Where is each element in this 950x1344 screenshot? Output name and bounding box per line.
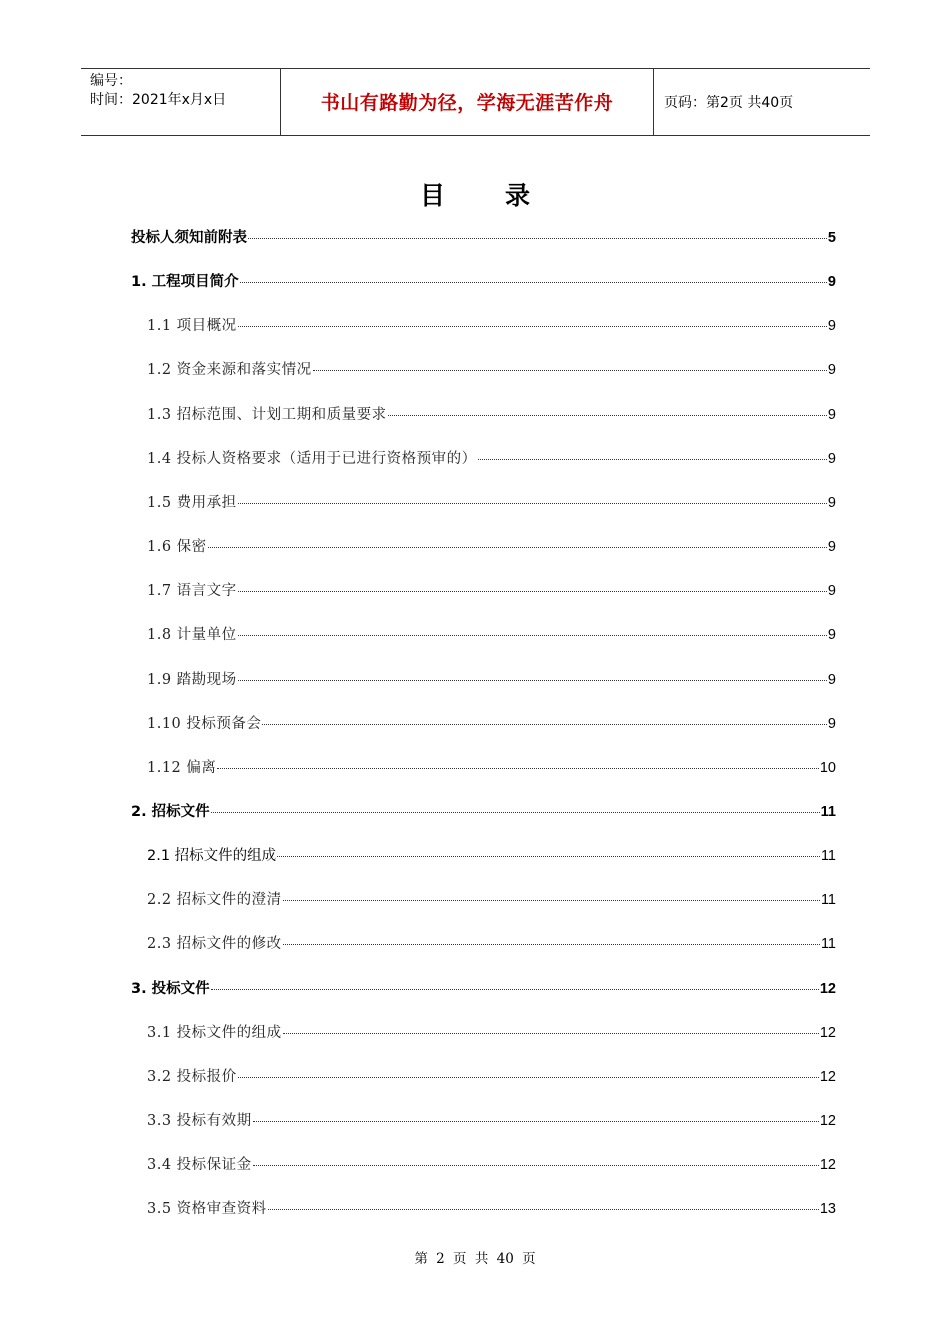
toc-entry-page: 9	[827, 407, 836, 423]
toc-entry-label: 3.5 资格审查资料	[147, 1201, 267, 1217]
leader-dots	[238, 503, 827, 504]
toc-entry[interactable]	[147, 845, 836, 867]
toc-entry[interactable]	[147, 933, 836, 955]
toc-entry-page: 9	[827, 539, 836, 555]
toc-entry-label: 1.5 费用承担	[147, 495, 237, 511]
toc-entry-label: 1.7 语言文字	[147, 583, 237, 599]
toc-entry[interactable]	[147, 1110, 836, 1132]
toc-entry-label: 1.3 招标范围、计划工期和质量要求	[147, 407, 387, 423]
header-motto: 书山有路勤为径，学海无涯苦作舟	[281, 69, 654, 135]
toc-entry[interactable]	[147, 580, 836, 602]
toc-entry-label: 3.3 投标有效期	[147, 1113, 252, 1129]
leader-dots	[238, 326, 827, 327]
leader-dots	[240, 282, 827, 283]
toc-entry[interactable]	[147, 713, 836, 735]
toc-entry-label: 1. 工程项目简介	[131, 274, 239, 290]
leader-dots	[238, 591, 827, 592]
toc-entry-label: 2. 招标文件	[131, 804, 210, 820]
toc-entry-page: 13	[819, 1201, 836, 1217]
leader-dots	[248, 238, 827, 239]
toc-entry[interactable]	[131, 978, 836, 1000]
leader-dots	[253, 1165, 819, 1166]
toc-entry-label: 1.2 资金来源和落实情况	[147, 362, 312, 378]
leader-dots	[283, 900, 820, 901]
toc-entry-page: 9	[827, 716, 836, 732]
leader-dots	[283, 1033, 819, 1034]
leader-dots	[262, 724, 827, 725]
header-meta	[81, 69, 281, 135]
toc-entry-page: 12	[819, 1157, 836, 1173]
toc-entry-page: 11	[820, 936, 836, 952]
page-footer: 第 2 页 共 40 页	[414, 1251, 536, 1267]
toc-entry[interactable]	[147, 359, 836, 381]
toc-entry-label: 2.2 招标文件的澄清	[147, 892, 282, 908]
toc-entry[interactable]	[147, 1198, 836, 1220]
toc-entry[interactable]	[147, 536, 836, 558]
leader-dots	[253, 1121, 819, 1122]
toc-entry-page: 12	[819, 1025, 836, 1041]
toc-entry[interactable]	[131, 271, 836, 293]
toc-entry[interactable]	[131, 801, 836, 823]
leader-dots	[238, 1077, 819, 1078]
toc-entry[interactable]	[147, 624, 836, 646]
toc-entry-label: 1.1 项目概况	[147, 318, 237, 334]
toc-entry-page: 5	[827, 230, 836, 246]
document-header	[81, 68, 870, 136]
toc-entry-label: 1.4 投标人资格要求（适用于已进行资格预审的）	[147, 451, 477, 467]
toc-entry-page: 12	[819, 1113, 836, 1129]
leader-dots	[211, 989, 819, 990]
toc-entry-label: 1.12 偏离	[147, 760, 217, 776]
toc-entry-label: 3.4 投标保证金	[147, 1157, 252, 1173]
leader-dots	[277, 856, 820, 857]
toc-title-char-2: 录	[505, 181, 531, 210]
toc-entry-page: 12	[819, 1069, 836, 1085]
toc-entry-label: 3. 投标文件	[131, 981, 210, 997]
toc-entry-page: 10	[819, 760, 836, 776]
toc-entry-page: 9	[827, 495, 836, 511]
toc-entry[interactable]	[147, 315, 836, 337]
toc-entry-page: 9	[827, 362, 836, 378]
toc-entry-label: 2.1 招标文件的组成	[147, 848, 277, 864]
toc-title-char-1: 目	[419, 181, 445, 210]
toc-entry[interactable]	[147, 669, 836, 691]
leader-dots	[478, 459, 827, 460]
toc-entry[interactable]	[131, 227, 836, 249]
toc-entry-label: 1.8 计量单位	[147, 627, 237, 643]
leader-dots	[211, 812, 820, 813]
toc-entry[interactable]	[147, 448, 836, 470]
toc-entry-page: 9	[827, 274, 836, 290]
toc-entry[interactable]	[147, 404, 836, 426]
toc-entry-page: 9	[827, 451, 836, 467]
toc-entry-label: 1.9 踏勘现场	[147, 672, 237, 688]
toc-entry[interactable]	[147, 1066, 836, 1088]
toc-entry-page: 12	[819, 981, 836, 997]
number-label: 编号：	[90, 73, 132, 89]
toc-entry-label: 3.1 投标文件的组成	[147, 1025, 282, 1041]
toc-entry-label: 2.3 招标文件的修改	[147, 936, 282, 952]
toc-entry-page: 9	[827, 672, 836, 688]
leader-dots	[238, 635, 827, 636]
toc-entry[interactable]	[147, 492, 836, 514]
leader-dots	[217, 768, 818, 769]
toc-entry[interactable]	[147, 1022, 836, 1044]
toc-entry-page: 11	[820, 892, 836, 908]
leader-dots	[238, 680, 827, 681]
toc-title	[0, 176, 950, 212]
toc-entry-page: 9	[827, 627, 836, 643]
toc-entry[interactable]	[147, 1154, 836, 1176]
toc-entry-page: 11	[820, 804, 836, 820]
leader-dots	[388, 415, 827, 416]
leader-dots	[283, 944, 820, 945]
leader-dots	[313, 370, 827, 371]
toc-entry-page: 9	[827, 583, 836, 599]
header-page-info: 页码：第2页 共40页	[664, 95, 794, 111]
toc-entry-page: 11	[820, 848, 836, 864]
time-label: 时间：2021年x月x日	[90, 92, 227, 108]
toc-entry-page: 9	[827, 318, 836, 334]
toc-entry-label: 3.2 投标报价	[147, 1069, 237, 1085]
toc-entry-label: 1.6 保密	[147, 539, 207, 555]
toc-entry[interactable]	[147, 889, 836, 911]
toc-entry[interactable]	[147, 757, 836, 779]
toc-entry-label: 1.10 投标预备会	[147, 716, 262, 732]
leader-dots	[208, 547, 827, 548]
leader-dots	[268, 1209, 819, 1210]
toc-entry-label: 投标人须知前附表	[131, 230, 247, 246]
